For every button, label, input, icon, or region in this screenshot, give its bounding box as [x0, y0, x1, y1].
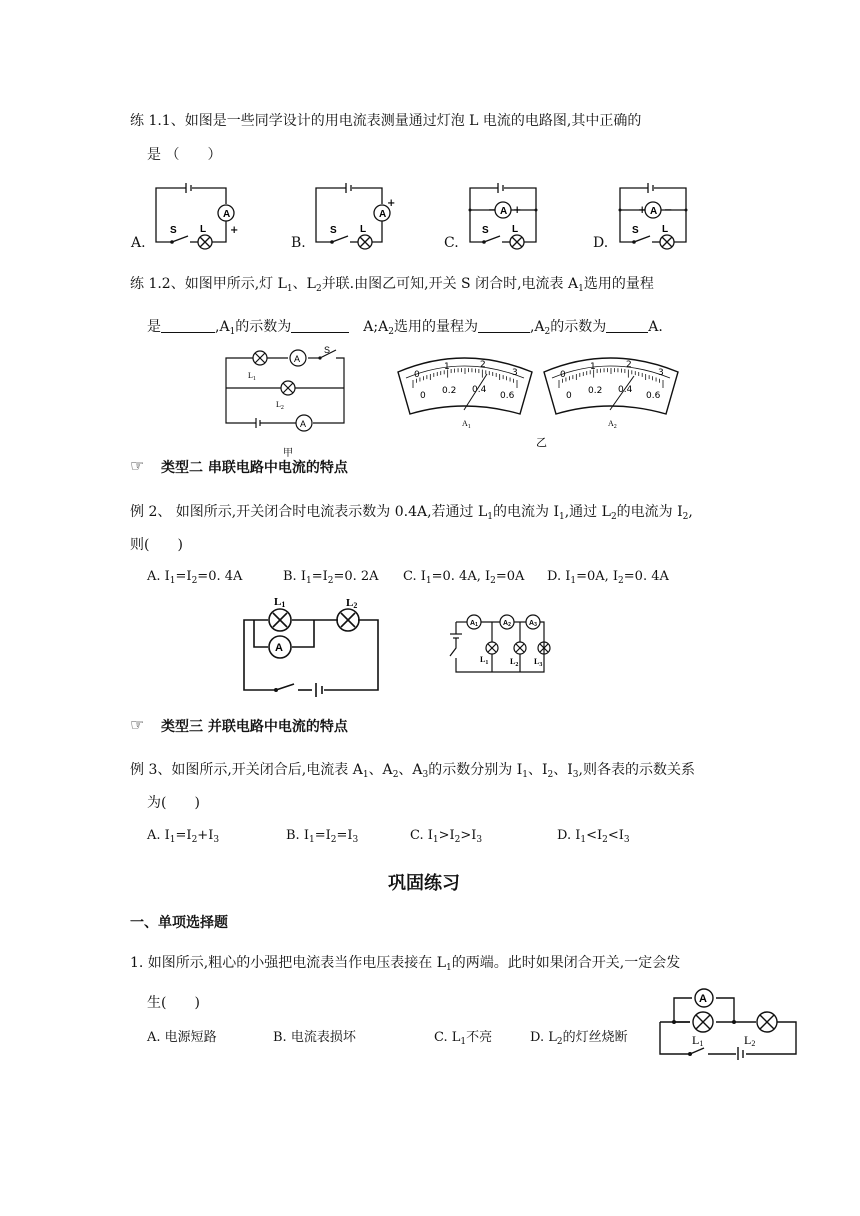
- practice-q1-option-a: A. 电源短路: [147, 1030, 217, 1045]
- svg-text:0.4: 0.4: [472, 385, 487, 395]
- series-circuit-diagram: [236, 592, 386, 702]
- svg-text:A1: A1: [470, 620, 478, 628]
- svg-text:A: A: [650, 206, 658, 217]
- svg-text:+: +: [387, 198, 396, 209]
- svg-text:A2: $A_2$: [608, 419, 617, 430]
- svg-text:0: 0: [560, 370, 566, 380]
- practice-circuit-diagram: [656, 984, 801, 1060]
- svg-text:A: A: [275, 642, 283, 654]
- svg-text:A3: A3: [529, 620, 537, 628]
- svg-text:1: 1: [590, 362, 596, 372]
- circuit-diagram-jia: [218, 344, 358, 464]
- practice-q1-line1: 1. 如图所示,粗心的小强把电流表当作电压表接在 $L_1$的两端。此时如果闭合开关,一定会发: [130, 955, 681, 973]
- svg-text:3: 3: [658, 368, 664, 378]
- svg-text:L1: $L_1$: [480, 655, 489, 666]
- circuit-diagram-a: [150, 180, 250, 250]
- svg-text:L2: L2: [346, 597, 358, 610]
- svg-text:3: 3: [512, 368, 518, 378]
- svg-text:0: 0: [414, 370, 420, 380]
- svg-text:L1: $L_1$: [248, 371, 256, 382]
- svg-text:0: 0: [566, 391, 572, 401]
- question-1-2-line2: 是 $,A_1$的示数为 $A;A_2$选用的量程为 $,A_2$的示数为 A.: [147, 319, 663, 337]
- practice-heading: 巩固练习: [388, 873, 460, 894]
- svg-text:+: +: [513, 205, 522, 216]
- example-2-line1: 例 2、 如图所示,开关闭合时电流表示数为 0.4A,若通过 $L_1$的电流为 $I_1$,通过 $L_2$的电流为 $I_2$,: [130, 504, 693, 522]
- svg-text:L2: L2: [744, 1033, 756, 1048]
- svg-text:0.4: 0.4: [618, 385, 633, 395]
- example-2-line2: 则( ): [130, 537, 183, 553]
- example-3-line1: 例 3、如图所示,开关闭合后,电流表 $A_1$、$A_2$、$A_3$的示数分别为 $I_1$、$I_2$、$I_3$,则各表的示数关系: [130, 762, 695, 780]
- svg-text:L2: $L_2$: [510, 657, 519, 668]
- svg-text:−: −: [664, 205, 673, 216]
- pointing-hand-icon: ☞: [130, 715, 145, 734]
- example-3-option-c: C. $I_1>I_2>I_3$: [410, 828, 483, 845]
- svg-text:A: A: [699, 993, 707, 1005]
- svg-text:S: S: [170, 225, 177, 236]
- svg-text:L1: L1: [692, 1033, 704, 1048]
- svg-text:A1: $A_1$: [462, 419, 471, 430]
- option-d-label: D.: [593, 235, 609, 251]
- svg-text:A: A: [379, 209, 387, 220]
- example-3-option-d: D. $I_1<I_2<I_3$: [557, 828, 630, 845]
- svg-text:S: S: [482, 225, 489, 236]
- practice-q1-option-d: D. $L_2$的灯丝烧断: [530, 1030, 628, 1047]
- svg-text:S: S: [324, 345, 331, 355]
- svg-text:乙: 乙: [536, 437, 547, 449]
- svg-text:L1: L1: [274, 596, 286, 609]
- svg-text:S: S: [632, 225, 639, 236]
- practice-q1-option-c: C. $L_1$不亮: [434, 1030, 493, 1047]
- svg-text:A: A: [223, 209, 231, 220]
- svg-text:A2: A2: [503, 620, 511, 628]
- answer-blank-1[interactable]: [161, 320, 215, 333]
- example-2-option-b: B. $I_1=I_2=0$. 2A: [283, 569, 379, 586]
- answer-blank-2[interactable]: [291, 320, 349, 333]
- pointing-hand-icon: ☞: [130, 456, 145, 475]
- svg-text:1: 1: [444, 362, 450, 372]
- svg-text:0: 0: [420, 391, 426, 401]
- svg-text:0.6: 0.6: [500, 391, 515, 401]
- svg-text:L2: $L_2$: [276, 400, 284, 411]
- parallel-circuit-diagram: [442, 608, 562, 678]
- svg-text:A: A: [300, 419, 307, 429]
- option-c-label: C.: [444, 235, 459, 251]
- svg-text:A: A: [294, 354, 301, 364]
- ammeter-faces-yi: [392, 350, 692, 450]
- option-a-label: A.: [131, 235, 146, 251]
- circuit-diagram-b: [310, 180, 410, 250]
- svg-text:0.2: 0.2: [442, 386, 457, 396]
- example-2-option-c: C. $I_1=0$. 4A, $I_2=0A$: [403, 569, 525, 586]
- example-2-option-a: A. $I_1=I_2=0$. 4A: [147, 569, 243, 586]
- example-2-option-d: D. $I_1=0A$, $I_2=0$. 4A: [547, 569, 669, 586]
- svg-text:L: L: [662, 224, 669, 235]
- question-1-1-line1: 练 1.1、如图是一些同学设计的用电流表测量通过灯泡 L 电流的电路图,其中正确的: [130, 113, 642, 129]
- svg-text:L: L: [200, 224, 207, 235]
- practice-q1-option-b: B. 电流表损坏: [273, 1030, 356, 1045]
- example-3-option-b: B. $I_1=I_2=I_3$: [286, 828, 359, 845]
- svg-text:L3: $L_3$: [534, 657, 543, 668]
- svg-text:2: 2: [626, 360, 632, 370]
- svg-text:S: S: [330, 225, 337, 236]
- svg-text:−: −: [488, 205, 497, 216]
- svg-text:A: A: [500, 206, 508, 217]
- svg-text:0.6: 0.6: [646, 391, 661, 401]
- svg-text:L: L: [512, 224, 519, 235]
- circuit-diagram-c: [464, 180, 554, 250]
- svg-text:2: 2: [480, 360, 486, 370]
- practice-q1-line2: 生( ): [147, 995, 200, 1011]
- svg-text:L: L: [360, 224, 367, 235]
- question-1-2-line1: 练 1.2、如图甲所示,灯 $L_1$、$L_2$并联.由图乙可知,开关 S 闭合时,电流表 $A_1$选用的量程: [130, 276, 654, 294]
- answer-blank-3[interactable]: [478, 320, 530, 333]
- svg-text:+: +: [638, 205, 647, 216]
- type-three-title: 类型三 并联电路中电流的特点: [161, 719, 348, 735]
- section-title-single-choice: 一、单项选择题: [130, 915, 228, 931]
- circuit-diagram-d: [614, 180, 704, 250]
- svg-text:甲: 甲: [283, 448, 293, 459]
- example-3-option-a: A. $I_1=I_2+I_3$: [147, 828, 220, 845]
- svg-text:0.2: 0.2: [588, 386, 603, 396]
- question-1-1-line2: 是 （ ）: [147, 147, 222, 163]
- example-3-line2: 为( ): [147, 795, 200, 811]
- svg-text:+: +: [230, 225, 239, 236]
- type-two-title: 类型二 串联电路中电流的特点: [161, 460, 348, 476]
- answer-blank-4[interactable]: [606, 320, 648, 333]
- option-b-label: B.: [291, 235, 306, 251]
